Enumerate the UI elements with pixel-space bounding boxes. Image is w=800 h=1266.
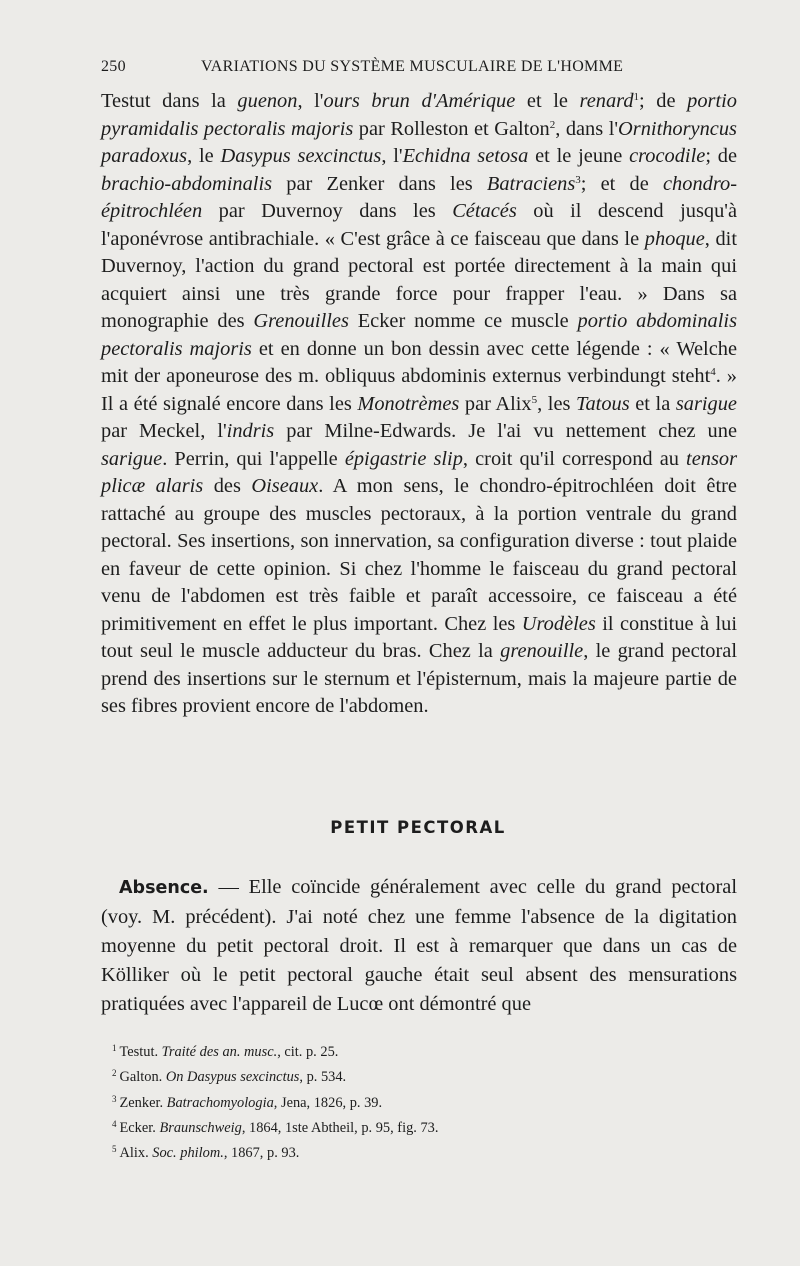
footnote-author: Zenker. — [119, 1094, 167, 1111]
text-run: . A mon sens, le chondro-épitrochléen doit être rattaché au groupe des muscles pectoraux, à la portion ventrale du grand pectoral. Ses insertions, son innervation, sa configuration diverse : tout plaide en faveur de cette opinion. Si chez l'homme le faisceau du grand pectoral venu de l'abdomen est très faible et paraît accessoire, ce faisceau a été primitivement en effet le plus important. Chez les — [101, 475, 737, 635]
italic-term: indris — [226, 420, 275, 442]
text-run: et en donne un bon dessin avec cette légende : « Welche mit der aponeurose des m. obliquus abdominis externus verbindungt steht — [101, 337, 737, 387]
italic-term: guenon — [237, 90, 298, 112]
footnote-number: 3 — [112, 1093, 117, 1104]
footnote-ref: 4 — [710, 366, 716, 378]
footnote — [112, 1114, 672, 1139]
footnote-rest: , 1867, p. 93. — [223, 1145, 300, 1162]
text-run: , l' — [381, 145, 403, 167]
footnote-number: 1 — [112, 1043, 117, 1053]
text-run: , l' — [297, 90, 324, 112]
footnote-number: 4 — [112, 1118, 117, 1129]
text-run: , croit qu'il correspond au — [462, 447, 687, 470]
text-run: . » Il a été signalé encore dans les — [101, 365, 737, 415]
italic-term: sarigue — [675, 392, 737, 415]
section-paragraph — [101, 873, 737, 1019]
footnote — [112, 1089, 672, 1114]
text-run: des — [203, 475, 252, 497]
italic-term: ours brun d'Amérique — [323, 90, 516, 112]
footnote-rest: , Jena, 1826, p. 39. — [273, 1094, 383, 1111]
footnote-author: Alix. — [119, 1145, 153, 1162]
footnote-author: Galton. — [119, 1069, 166, 1086]
footnote-work: Soc. philom. — [152, 1145, 224, 1162]
italic-term: grenouille — [500, 640, 584, 662]
text-run: Testut dans la — [101, 90, 238, 112]
italic-term: Batraciens — [486, 172, 576, 195]
text-run: , le grand pectoral prend des insertions sur le sternum et l'épisternum, mais la majeure partie de ses fibres provient encore de l'abdomen. — [101, 640, 737, 717]
text-run: par Meckel, l' — [101, 420, 227, 442]
text-run: , les — [537, 392, 577, 415]
footnotes — [112, 1038, 672, 1164]
italic-term: Tatous — [576, 392, 630, 415]
italic-term: Dasypus sexcinctus — [220, 145, 382, 167]
italic-term: épigastrie slip — [344, 447, 463, 470]
paragraph-lead: Absence. — [119, 878, 209, 898]
italic-term: Echidna setosa — [402, 145, 529, 167]
italic-term: renard — [579, 90, 634, 112]
footnote-author: Ecker. — [119, 1119, 160, 1136]
footnote-ref: 5 — [531, 393, 538, 406]
italic-term: Monotrèmes — [357, 392, 460, 415]
italic-term: Cétacés — [452, 200, 517, 222]
italic-term: sarigue — [101, 447, 163, 470]
footnote-ref: 3 — [575, 173, 581, 186]
footnote-number: 5 — [112, 1144, 117, 1155]
text-run: ; de — [705, 145, 738, 167]
text-run: Ecker nomme ce muscle — [348, 310, 578, 332]
footnote — [112, 1063, 672, 1088]
section-heading: PETIT PECTORAL — [330, 818, 506, 837]
text-run: par Milne-Edwards. Je l'ai vu nettement chez une — [274, 420, 737, 442]
footnote-author: Testut. — [119, 1044, 162, 1060]
text-run: — Elle coïncide généralement avec celle du grand pectoral (voy. M. précédent). J'ai noté chez une femme l'absence de la digitation moyenne du petit pectoral droit. Il est à remarquer que dans un cas de Kölliker où le petit pectoral gauche était seul absent des mensurations pratiquées avec l'appareil de Lucœ ont démontré que — [101, 876, 737, 1015]
text-run: , dans l' — [555, 117, 619, 140]
text-run: par Alix — [459, 392, 532, 415]
paragraph — [101, 873, 737, 1019]
running-title: VARIATIONS DU SYSTÈME MUSCULAIRE DE L'HOMME — [201, 58, 624, 75]
italic-term: brachio-abdominalis — [101, 172, 273, 195]
text-run: ; de — [639, 90, 688, 112]
text-run: ; et de — [580, 172, 663, 195]
footnote-number: 2 — [112, 1068, 117, 1079]
text-run: . Perrin, qui l'appelle — [162, 447, 345, 470]
footnote-work: Traité des an. musc. — [161, 1044, 278, 1060]
text-run: et le — [515, 90, 580, 112]
italic-term: chondro-épitrochléen — [101, 172, 737, 222]
footnote — [112, 1139, 672, 1164]
italic-term: portio pyramidalis pectoralis majoris — [101, 90, 737, 140]
italic-term: Ornithoryncus paradoxus — [101, 117, 737, 167]
text-run: , dit Duvernoy, l'action du grand pectoral est portée directement à la main qui acquiert ainsi une très grande force pour frapper l'eau. » Dans sa monographie des — [101, 227, 737, 332]
text-run: et le jeune — [528, 145, 630, 167]
italic-term: crocodile — [629, 145, 706, 167]
page-number: 250 — [101, 58, 126, 75]
footnote-work: On Dasypus sexcinctus — [165, 1069, 300, 1086]
italic-term: Grenouilles — [253, 310, 349, 332]
text-run: par Zenker dans les — [272, 172, 487, 195]
footnote-ref: 1 — [633, 91, 640, 103]
text-run: il constitue à lui tout seul le muscle adducteur du bras. Chez la — [101, 612, 737, 662]
italic-term: Urodèles — [521, 612, 596, 635]
paragraph — [101, 88, 737, 721]
text-run: par Rolleston et Galton — [353, 117, 550, 140]
italic-term: tensor plicæ alaris — [101, 447, 738, 497]
footnote-work: Braunschweig — [159, 1119, 242, 1136]
footnote-rest: , p. 534. — [299, 1069, 347, 1086]
text-run: par Duvernoy dans les — [202, 200, 453, 222]
footnote-rest: , 1864, 1ste Abtheil, p. 95, fig. 73. — [241, 1119, 439, 1136]
footnote — [112, 1038, 672, 1063]
footnote-work: Batrachomyologia — [166, 1094, 274, 1111]
main-paragraph — [101, 88, 737, 721]
italic-term: portio abdominalis pectoralis majoris — [101, 310, 737, 360]
italic-term: Oiseaux — [251, 475, 319, 497]
text-run: , le — [187, 145, 221, 167]
text-run: et la — [629, 392, 676, 415]
italic-term: phoque — [644, 227, 705, 250]
footnote-ref: 2 — [549, 118, 556, 131]
text-run: où il descend jusqu'à l'aponévrose antibrachiale. « C'est grâce à ce faisceau que dans le — [101, 200, 738, 250]
footnote-rest: , cit. p. 25. — [277, 1044, 339, 1060]
